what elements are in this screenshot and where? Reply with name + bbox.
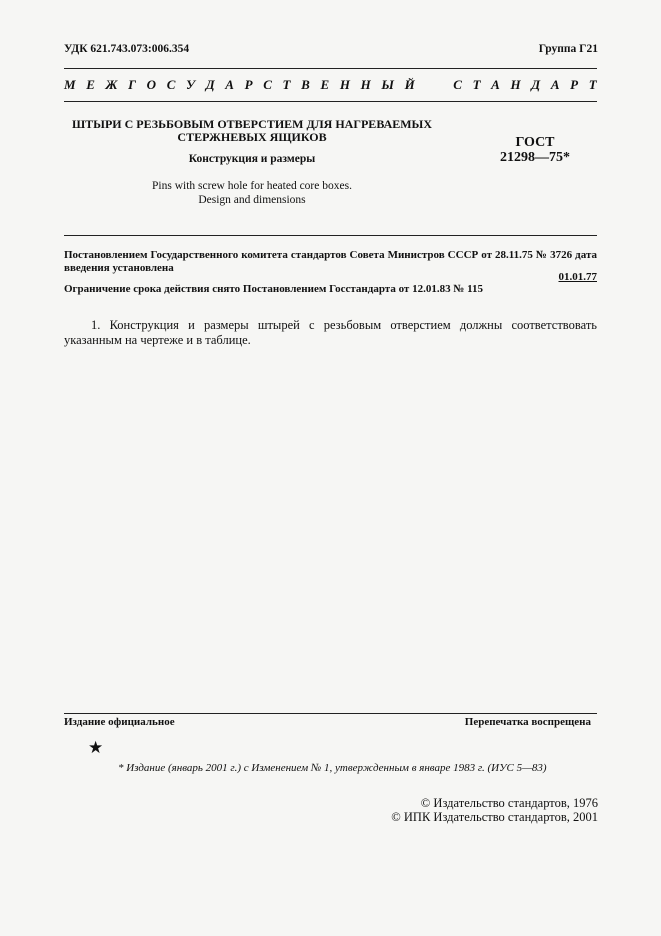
validity-limit-note: Ограничение срока действия снято Постановлением Госстандарта от 12.01.83 № 115 xyxy=(64,283,484,295)
standard-type-letter: В xyxy=(301,77,310,92)
standard-type-letter: Д xyxy=(205,77,215,92)
standard-type-letter: М xyxy=(64,77,76,92)
standard-type-letter: Т xyxy=(588,77,597,92)
gost-designation xyxy=(480,135,590,165)
official-edition-label: Издание официальное xyxy=(64,716,175,728)
document-subtitle: Конструкция и размеры xyxy=(188,153,316,165)
gost-label: ГОСТ xyxy=(515,135,555,150)
document-title xyxy=(64,118,440,144)
copyright-2001: © ИПК Издательство стандартов, 2001 xyxy=(391,810,598,824)
standard-type-letter: С xyxy=(166,77,176,92)
standard-type-letter: Р xyxy=(570,77,579,92)
decree-text-line-2: введения установлена xyxy=(64,262,174,274)
english-title-line-2: Design and dimensions xyxy=(198,194,306,206)
footer-rule xyxy=(64,713,597,714)
decree-text-line-1: Постановлением Государственного комитета стандартов Совета Министров СССР от 28.11.75 № 3726 дата xyxy=(64,249,597,261)
udk-code: УДК 621.743.073:006.354 xyxy=(64,43,190,55)
standard-type-letter: О xyxy=(146,77,157,92)
standard-type-letter: Ж xyxy=(105,77,118,92)
header-rule xyxy=(64,101,597,102)
standard-type-letter: У xyxy=(186,77,196,92)
standard-type-letter: Н xyxy=(360,77,371,92)
standard-type-letter: Ы xyxy=(381,77,394,92)
english-title-line-1: Pins with screw hole for heated core boxes. xyxy=(152,180,352,192)
title-line-2: СТЕРЖНЕВЫХ ЯЩИКОВ xyxy=(177,130,327,144)
standard-type-letter: Р xyxy=(244,77,253,92)
standard-type-letter: Н xyxy=(510,77,521,92)
standard-type-letter: С xyxy=(453,77,462,92)
standard-type-letter: А xyxy=(550,77,560,92)
standard-type-letter: Й xyxy=(404,77,415,92)
english-title xyxy=(64,179,440,207)
standard-type-letter: С xyxy=(263,77,272,92)
standard-type-letter: Н xyxy=(339,77,350,92)
standard-type-letter xyxy=(439,77,442,93)
standard-type-letter: А xyxy=(225,77,234,92)
standard-type-letter: Г xyxy=(128,77,136,92)
standard-type-letter: А xyxy=(491,77,500,92)
standard-type-letter: Д xyxy=(531,77,541,92)
introduction-date: 01.01.77 xyxy=(558,271,597,283)
standard-type-letter: Е xyxy=(86,77,95,92)
standard-type-letter xyxy=(425,77,428,93)
star-icon: ★ xyxy=(88,738,104,757)
paragraph-1: 1. Конструкция и размеры штырей с резьбовым отверстием должны соответствовать указанным на чертеже и в таблице. xyxy=(64,318,597,347)
edition-note: * Издание (январь 2001 г.) с Изменением № 1, утвержденным в январе 1983 г. (ИУС 5—83) xyxy=(118,762,547,774)
standard-type-letter: Т xyxy=(282,77,291,92)
decree-rule xyxy=(64,235,597,236)
standard-type-letter: Е xyxy=(320,77,330,92)
copyright-1976: © Издательство стандартов, 1976 xyxy=(420,796,598,810)
top-rule xyxy=(64,68,597,69)
standard-type-heading xyxy=(64,77,597,93)
reprint-prohibited-label: Перепечатка воспрещена xyxy=(464,716,591,728)
gost-number: 21298—75* xyxy=(500,150,570,165)
group-code: Группа Г21 xyxy=(538,43,598,55)
title-line-1: ШТЫРИ С РЕЗЬБОВЫМ ОТВЕРСТИЕМ ДЛЯ НАГРЕВАЕМЫХ xyxy=(71,117,433,131)
standard-type-letter: Т xyxy=(472,77,481,92)
